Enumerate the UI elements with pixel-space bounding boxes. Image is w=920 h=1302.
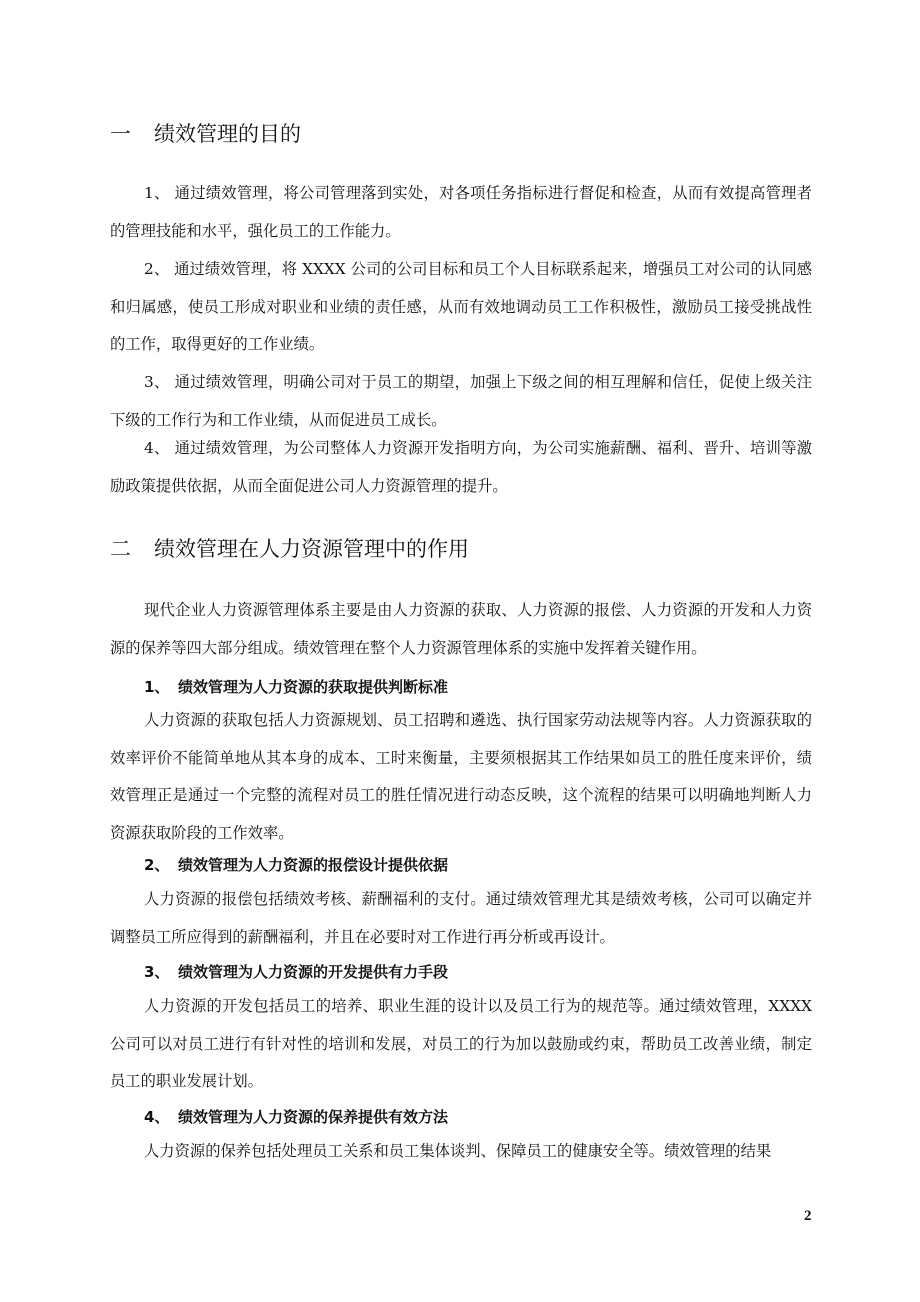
subsection-4-body: 人力资源的保养包括处理员工关系和员工集体谈判、保障员工的健康安全等。绩效管理的结果 [144,1142,772,1160]
section-1-paragraph-4: 4、 通过绩效管理，为公司整体人力资源开发指明方向，为公司实施薪酬、福利、晋升、培训等激励政策提供依据，从而全面促进公司人力资源管理的提升。 [110,439,812,495]
subsection-2-number: 2、 [144,856,170,874]
section-1-title: 绩效管理的目的 [154,122,301,146]
subsection-4-title: 绩效管理为人力资源的保养提供有效方法 [178,1108,449,1126]
subsection-3-title: 绩效管理为人力资源的开发提供有力手段 [178,963,449,981]
page-number: 2 [804,1208,812,1224]
subsection-1-number: 1、 [144,678,170,696]
subsection-1-heading [144,675,448,699]
subsection-2-title: 绩效管理为人力资源的报偿设计提供依据 [178,856,449,874]
subsection-1-title: 绩效管理为人力资源的获取提供判断标准 [178,678,449,696]
section-1-paragraph-2: 2、 通过绩效管理，将 XXXX 公司的公司目标和员工个人目标联系起来，增强员工对公司的认同感和归属感，使员工形成对职业和业绩的责任感，从而有效地调动员工工作积极性，激励员工接受挑战性的工作，取得更好的工作业绩。 [110,260,812,354]
section-2-title: 绩效管理在人力资源管理中的作用 [154,537,469,561]
section-2-heading [110,535,469,563]
section-2-number: 二 [110,537,131,561]
subsection-4-heading [144,1105,448,1129]
section-1-paragraph-1: 1、 通过绩效管理，将公司管理落到实处，对各项任务指标进行督促和检查，从而有效提高管理者的管理技能和水平，强化员工的工作能力。 [110,184,812,240]
section-2-intro: 现代企业人力资源管理体系主要是由人力资源的获取、人力资源的报偿、人力资源的开发和人力资源的保养等四大部分组成。绩效管理在整个人力资源管理体系的实施中发挥着关键作用。 [110,601,812,657]
section-1-heading [110,120,301,148]
section-1-paragraph-3: 3、 通过绩效管理，明确公司对于员工的期望，加强上下级之间的相互理解和信任，促使上级关注下级的工作行为和工作业绩，从而促进员工成长。 [110,373,812,429]
subsection-1-body: 人力资源的获取包括人力资源规划、员工招聘和遴选、执行国家劳动法规等内容。人力资源获取的效率评价不能简单地从其本身的成本、工时来衡量，主要须根据其工作结果如员工的胜任度来评价，绩效管理正是通过一个完整的流程对员工的胜任情况进行动态反映，这个流程的结果可以明确地判断人力资源获取阶段的工作效率。 [110,711,812,843]
subsection-3-heading [144,960,448,984]
subsection-3-number: 3、 [144,963,170,981]
subsection-3-body: 人力资源的开发包括员工的培养、职业生涯的设计以及员工行为的规范等。通过绩效管理，XXXX 公司可以对员工进行有针对性的培训和发展，对员工的行为加以鼓励或约束，帮助员工改善业绩，制定员工的职业发展计划。 [110,997,812,1091]
subsection-4-number: 4、 [144,1108,170,1126]
subsection-2-heading [144,853,448,877]
section-1-number: 一 [110,122,131,146]
subsection-2-body: 人力资源的报偿包括绩效考核、薪酬福利的支付。通过绩效管理尤其是绩效考核，公司可以确定并调整员工所应得到的薪酬福利，并且在必要时对工作进行再分析或再设计。 [110,890,812,946]
